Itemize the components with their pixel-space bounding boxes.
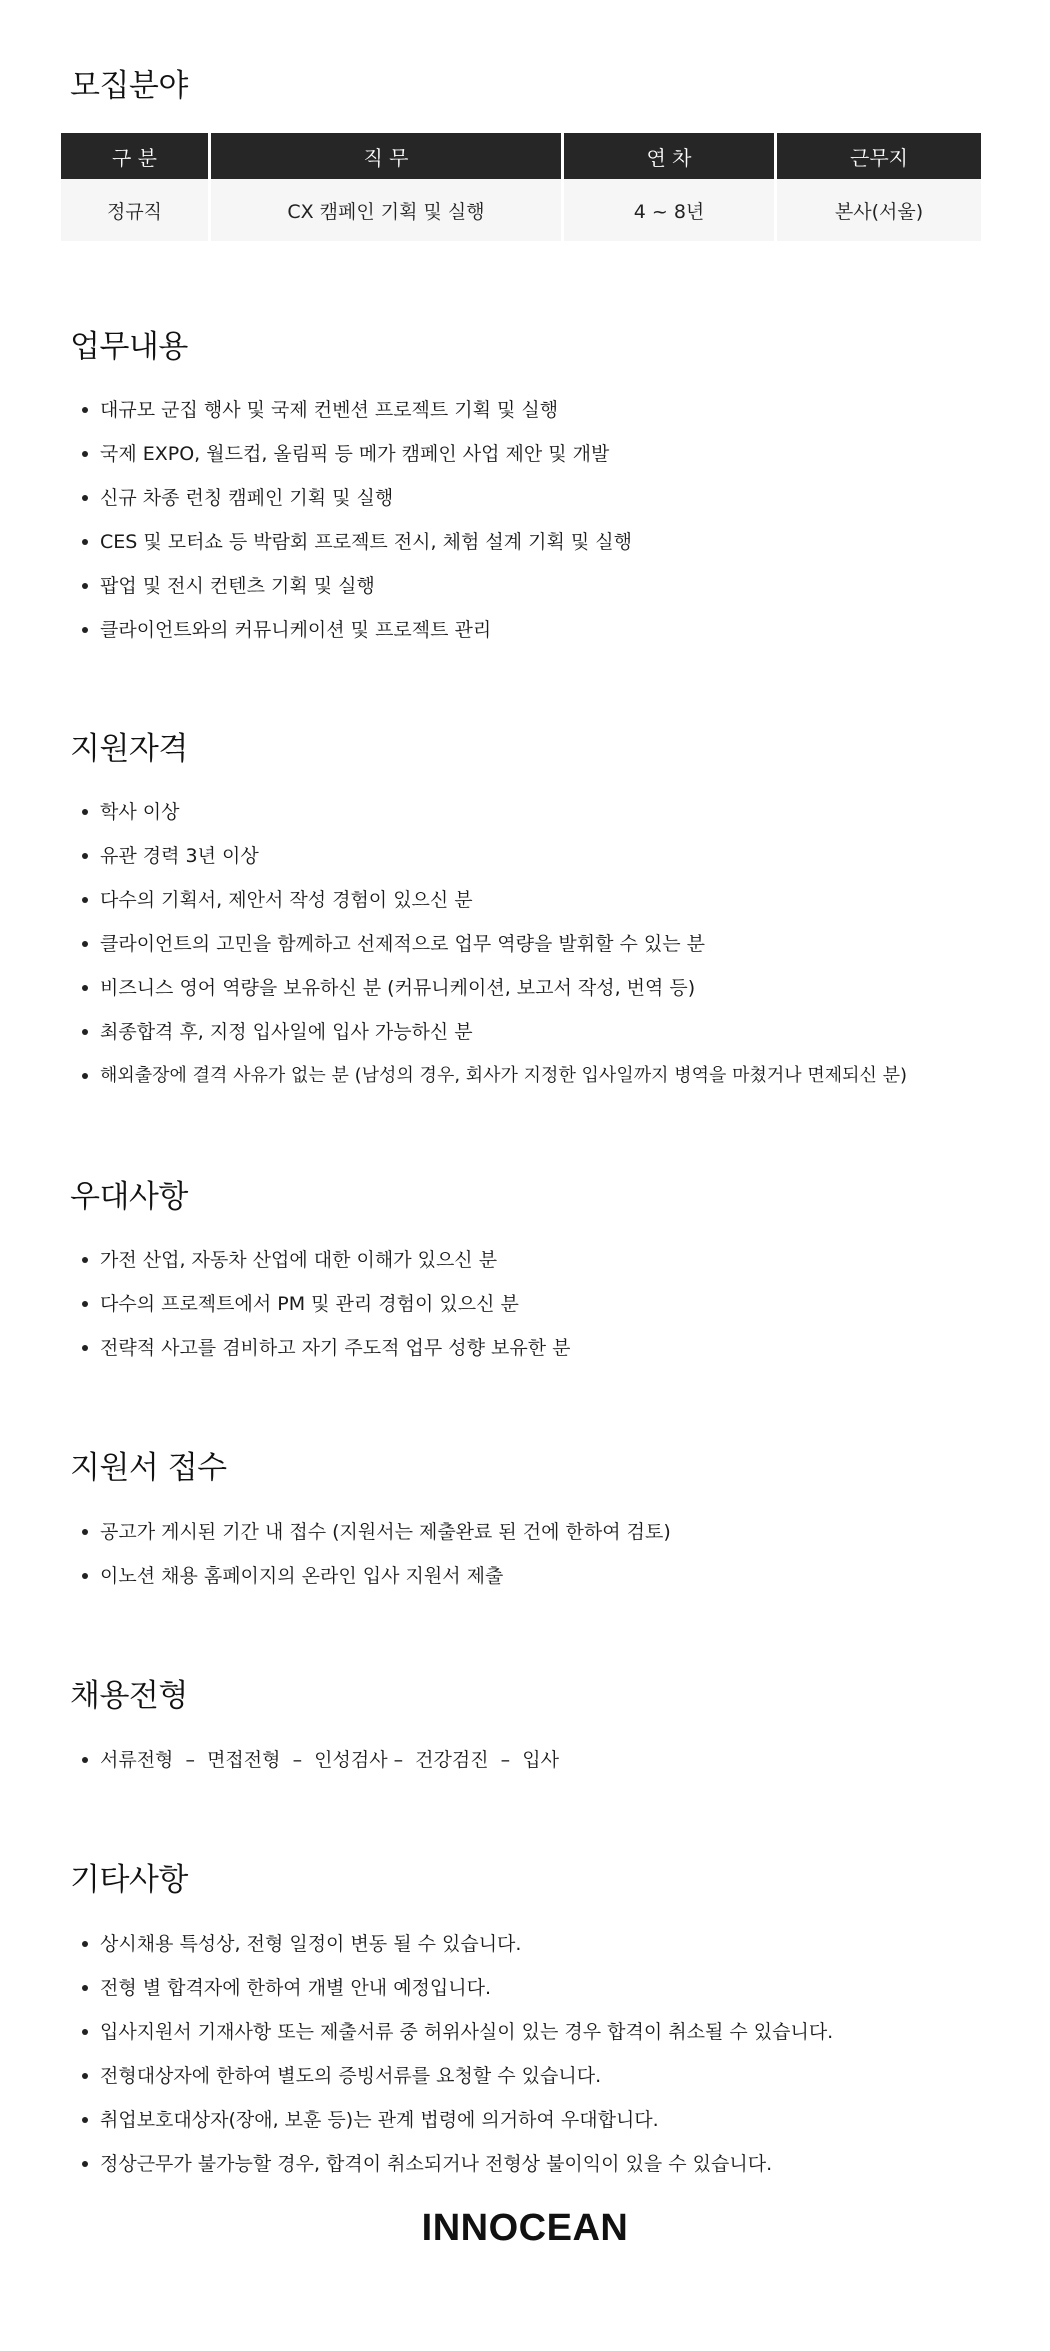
- bullet-icon: [82, 1029, 88, 1035]
- list-item: [80, 790, 980, 834]
- bullet-icon: [82, 2117, 88, 2123]
- list-item-text: 다수의 기획서, 제안서 작성 경험이 있으신 분: [100, 889, 473, 911]
- list-item-text: 전략적 사고를 겸비하고 자기 주도적 업무 성향 보유한 분: [100, 1337, 571, 1359]
- list-item-text: 클라이언트와의 커뮤니케이션 및 프로젝트 관리: [100, 619, 492, 641]
- bullet-icon: [82, 1985, 88, 1991]
- process-list: [80, 1738, 980, 1782]
- list-item-text: 입사지원서 기재사항 또는 제출서류 중 허위사실이 있는 경우 합격이 취소될 수 있습니다.: [100, 2021, 834, 2043]
- bullet-icon: [82, 1301, 88, 1307]
- list-item: [80, 2098, 980, 2142]
- bullet-icon: [82, 627, 88, 633]
- innocean-logo: INNOCEAN: [421, 2207, 629, 2249]
- list-item-text: 전형 별 합격자에 한하여 개별 안내 예정입니다.: [100, 1977, 492, 1999]
- list-item: [80, 878, 980, 922]
- list-item-text: 최종합격 후, 지정 입사일에 입사 가능하신 분: [100, 1021, 473, 1043]
- bullet-icon: [82, 407, 88, 413]
- bullet-icon: [82, 897, 88, 903]
- cell-job: CX 캠페인 기획 및 실행: [211, 179, 561, 241]
- process-title: 채용전형: [70, 1678, 188, 1714]
- bullet-icon: [82, 1757, 88, 1763]
- duties-list: [80, 388, 980, 652]
- list-item: [80, 1054, 980, 1098]
- application-list: [80, 1510, 980, 1598]
- recruitment-title: 모집분야: [70, 68, 188, 104]
- list-item: [80, 922, 980, 966]
- cell-category: 정규직: [61, 179, 208, 241]
- header-category: 구 분: [61, 133, 208, 179]
- list-item: [80, 1010, 980, 1054]
- list-item-text: 이노션 채용 홈페이지의 온라인 입사 지원서 제출: [100, 1565, 504, 1587]
- qualifications-list: [80, 790, 980, 1098]
- cell-experience: 4 ~ 8년: [564, 179, 774, 241]
- list-item: [80, 1238, 980, 1282]
- bullet-icon: [82, 539, 88, 545]
- list-item-text: 팝업 및 전시 컨텐츠 기획 및 실행: [100, 575, 375, 597]
- bullet-icon: [82, 1573, 88, 1579]
- list-item: [80, 608, 980, 652]
- list-item: [80, 1510, 980, 1554]
- list-item-text: 전형대상자에 한하여 별도의 증빙서류를 요청할 수 있습니다.: [100, 2065, 602, 2087]
- list-item: [80, 520, 980, 564]
- bullet-icon: [82, 495, 88, 501]
- list-item-text: 국제 EXPO, 월드컵, 올림픽 등 메가 캠페인 사업 제안 및 개발: [100, 443, 610, 465]
- list-item: [80, 1326, 980, 1370]
- recruitment-table: [58, 133, 984, 241]
- preferences-title: 우대사항: [70, 1179, 188, 1215]
- list-item-text: 공고가 게시된 기간 내 접수 (지원서는 제출완료 된 건에 한하여 검토): [100, 1521, 671, 1543]
- bullet-icon: [82, 2029, 88, 2035]
- preferences-list: [80, 1238, 980, 1370]
- list-item-text: 해외출장에 결격 사유가 없는 분 (남성의 경우, 회사가 지정한 입사일까지 병역을 마쳤거나 면제되신 분): [100, 1065, 908, 1086]
- duties-title: 업무내용: [70, 329, 188, 365]
- list-item-text: CES 및 모터쇼 등 박람회 프로젝트 전시, 체험 설계 기획 및 실행: [100, 531, 632, 553]
- qualifications-title: 지원자격: [70, 731, 188, 767]
- bullet-icon: [82, 2073, 88, 2079]
- notes-list: [80, 1922, 980, 2186]
- bullet-icon: [82, 1257, 88, 1263]
- header-experience: 연 차: [564, 133, 774, 179]
- list-item: [80, 1282, 980, 1326]
- list-item: [80, 1922, 980, 1966]
- list-item: [80, 432, 980, 476]
- table-row: [61, 179, 981, 241]
- bullet-icon: [82, 1345, 88, 1351]
- header-location: 근무지: [777, 133, 981, 179]
- notes-title: 기타사항: [70, 1862, 188, 1898]
- bullet-icon: [82, 2161, 88, 2167]
- list-item-text: 신규 차종 런칭 캠페인 기획 및 실행: [100, 487, 394, 509]
- list-item: [80, 2054, 980, 2098]
- list-item: [80, 2010, 980, 2054]
- list-item: [80, 834, 980, 878]
- list-item-text: 정상근무가 불가능할 경우, 합격이 취소되거나 전형상 불이익이 있을 수 있습니다.: [100, 2153, 773, 2175]
- list-item-text: 학사 이상: [100, 801, 180, 823]
- bullet-icon: [82, 853, 88, 859]
- list-item-text: 상시채용 특성상, 전형 일정이 변동 될 수 있습니다.: [100, 1933, 522, 1955]
- list-item-text: 다수의 프로젝트에서 PM 및 관리 경험이 있으신 분: [100, 1293, 519, 1315]
- list-item: [80, 1738, 980, 1782]
- list-item: [80, 388, 980, 432]
- bullet-icon: [82, 809, 88, 815]
- application-title: 지원서 접수: [70, 1450, 227, 1486]
- list-item-text: 클라이언트의 고민을 함께하고 선제적으로 업무 역량을 발휘할 수 있는 분: [100, 933, 705, 955]
- list-item: [80, 966, 980, 1010]
- list-item: [80, 1554, 980, 1598]
- list-item-text: 서류전형 – 면접전형 – 인성검사 – 건강검진 – 입사: [100, 1749, 559, 1771]
- bullet-icon: [82, 1529, 88, 1535]
- cell-location: 본사(서울): [777, 179, 981, 241]
- list-item-text: 취업보호대상자(장애, 보훈 등)는 관계 법령에 의거하여 우대합니다.: [100, 2109, 659, 2131]
- bullet-icon: [82, 1941, 88, 1947]
- header-job: 직 무: [211, 133, 561, 179]
- bullet-icon: [82, 583, 88, 589]
- list-item-text: 비즈니스 영어 역량을 보유하신 분 (커뮤니케이션, 보고서 작성, 번역 등): [100, 977, 696, 999]
- recruitment-table-header: [61, 133, 981, 179]
- bullet-icon: [82, 1073, 88, 1079]
- list-item: [80, 1966, 980, 2010]
- bullet-icon: [82, 985, 88, 991]
- list-item-text: 유관 경력 3년 이상: [100, 845, 259, 867]
- list-item-text: 대규모 군집 행사 및 국제 컨벤션 프로젝트 기획 및 실행: [100, 399, 559, 421]
- list-item-text: 가전 산업, 자동차 산업에 대한 이해가 있으신 분: [100, 1249, 498, 1271]
- bullet-icon: [82, 941, 88, 947]
- list-item: [80, 564, 980, 608]
- bullet-icon: [82, 451, 88, 457]
- list-item: [80, 476, 980, 520]
- list-item: [80, 2142, 980, 2186]
